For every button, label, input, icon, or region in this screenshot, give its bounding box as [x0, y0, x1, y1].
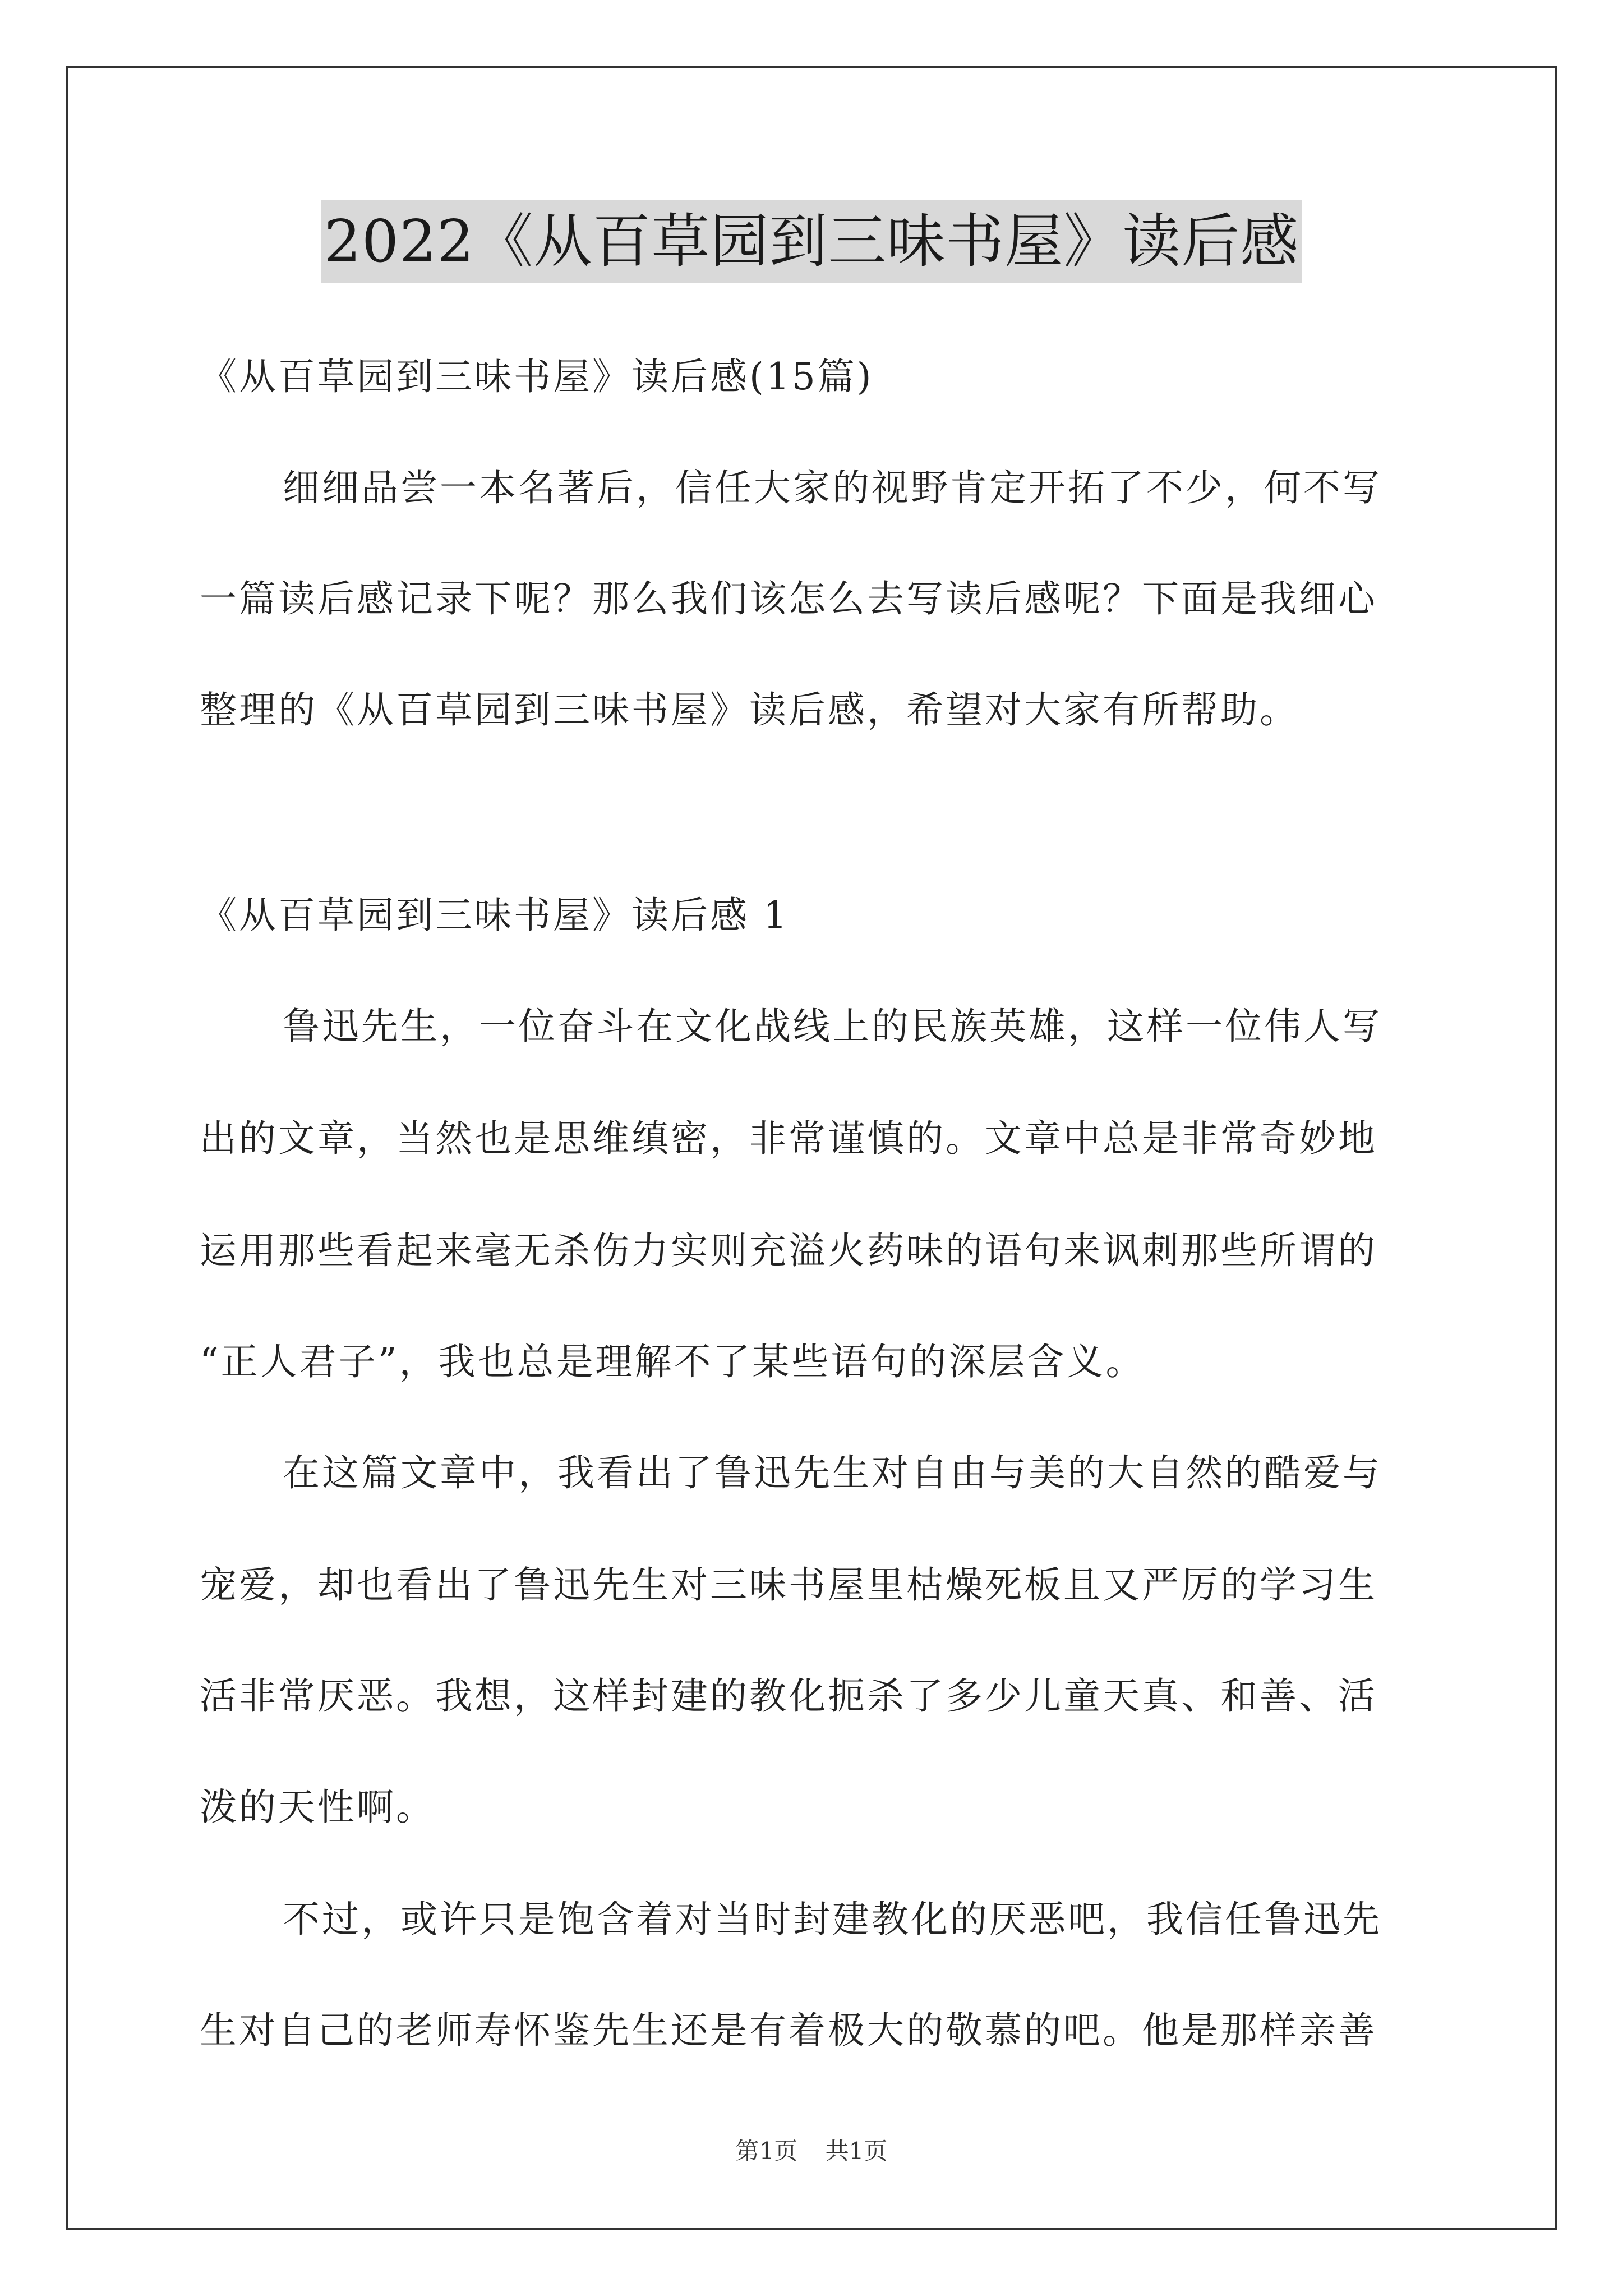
paragraph-line: 不过，或许只是饱含着对当时封建教化的厌恶吧，我信任鲁迅先 — [283, 1898, 1382, 1941]
paragraph-line: 生对自己的老师寿怀鉴先生还是有着极大的敬慕的吧。他是那样亲善 — [200, 2009, 1377, 2052]
paragraph-line: 在这篇文章中，我看出了鲁迅先生对自由与美的大自然的酷爱与 — [283, 1451, 1382, 1494]
document-subtitle: 《从百草园到三味书屋》读后感(15篇) — [200, 355, 874, 398]
paragraph-line: “正人君子”，我也总是理解不了某些语句的深层含义。 — [200, 1340, 1145, 1383]
paragraph-line: 活非常厌恶。我想，这样封建的教化扼杀了多少儿童天真、和善、活 — [200, 1674, 1377, 1718]
section-heading: 《从百草园到三味书屋》读后感 1 — [200, 894, 789, 937]
document-title: 2022《从百草园到三味书屋》读后感 — [321, 200, 1303, 283]
paragraph-line: 泼的天性啊。 — [200, 1786, 435, 1829]
paragraph-line: 宠爱，却也看出了鲁迅先生对三味书屋里枯燥死板且又严厉的学习生 — [200, 1563, 1377, 1607]
intro-line: 细细品尝一本名著后，信任大家的视野肯定开拓了不少，何不写 — [283, 466, 1382, 509]
paragraph-line: 鲁迅先生，一位奋斗在文化战线上的民族英雄，这样一位伟人写 — [283, 1005, 1382, 1048]
intro-line: 一篇读后感记录下呢？那么我们该怎么去写读后感呢？下面是我细心 — [200, 577, 1377, 620]
page-footer — [0, 2133, 1623, 2166]
paragraph-line: 出的文章，当然也是思维缜密，非常谨慎的。文章中总是非常奇妙地 — [200, 1117, 1377, 1160]
page-number: 第1页 — [735, 2137, 798, 2165]
paragraph-line: 运用那些看起来毫无杀伤力实则充溢火药味的语句来讽刺那些所谓的 — [200, 1229, 1377, 1272]
page-total: 共1页 — [825, 2137, 888, 2165]
title-wrap — [0, 200, 1623, 283]
intro-line: 整理的《从百草园到三味书屋》读后感，希望对大家有所帮助。 — [200, 688, 1299, 731]
